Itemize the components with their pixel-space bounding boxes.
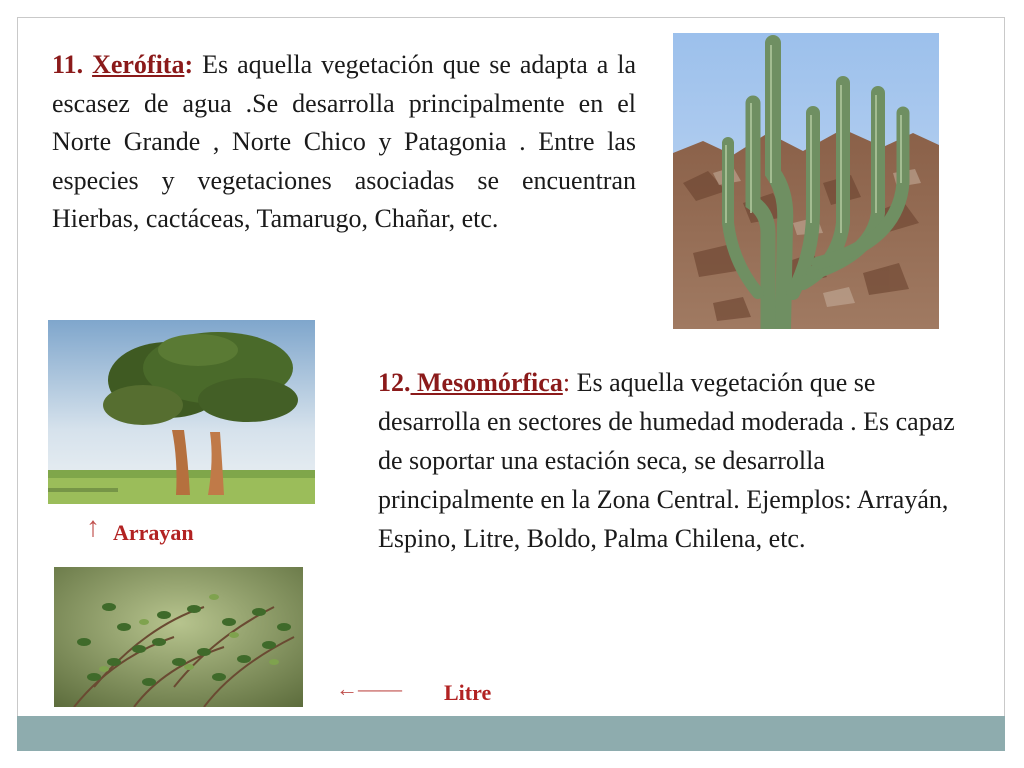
arrayan-photo [48, 320, 315, 504]
footer-band [17, 716, 1005, 751]
xerofita-term: Xerófita [92, 50, 185, 79]
mesomorfica-body: Es aquella vegetación que se desarrolla en sectores de humedad moderada . Es capaz de soportar una estación seca, se desarrolla principalmente en la Zona Central. Ejemplos: Arrayán, Espino, Litre, Boldo, Palma Chilena, etc. [378, 368, 955, 553]
arrow-left-icon: ←—— [336, 676, 402, 701]
mesomorfica-number: 12. [378, 368, 411, 397]
mesomorfica-term: Mesomórfica [410, 368, 563, 397]
litre-caption: Litre [444, 680, 492, 705]
mesomorfica-colon: : [562, 368, 571, 397]
xerofita-paragraph [52, 46, 636, 239]
xerofita-body: Es aquella vegetación que se adapta a la escasez de agua .Se desarrolla principalmente en el Norte Grande , Norte Chico y Patagonia . Entre las especies y vegetaciones asociadas se encuentran Hierbas, cactáceas, Tamarugo, Chañar, etc. [52, 50, 636, 233]
litre-photo [54, 567, 303, 707]
xerofita-colon: : [184, 50, 194, 79]
xerofita-number: 11. [52, 50, 84, 79]
arrayan-caption: Arrayan [113, 520, 194, 545]
mesomorfica-paragraph [378, 363, 978, 558]
arrow-up-icon: ↑ [86, 512, 100, 543]
cactus-photo [673, 33, 939, 329]
